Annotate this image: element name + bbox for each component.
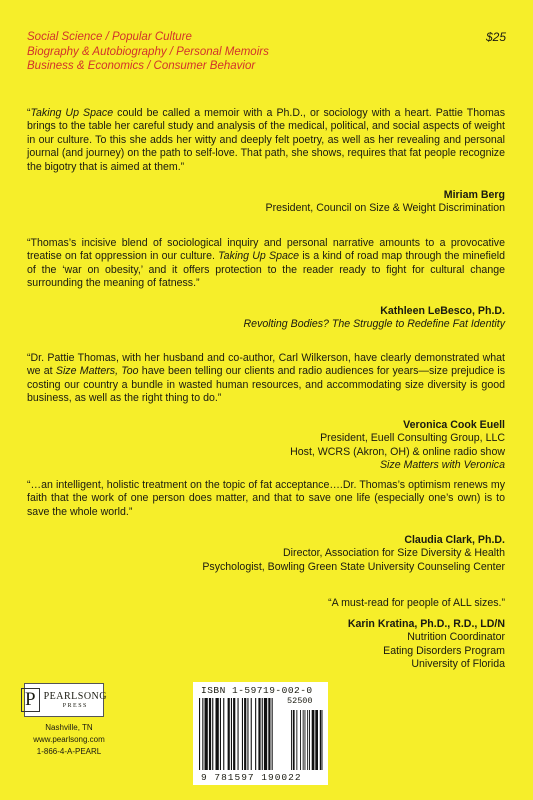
barcode-addon-bar [312, 710, 315, 770]
barcode-bar [212, 698, 213, 770]
reviewer-title: Eating Disorders Program [383, 644, 505, 657]
reviewer-title: President, Council on Size & Weight Discrimination [265, 202, 505, 215]
isbn-text: ISBN 1-59719-002-0 [201, 685, 313, 696]
reviewer-name: Veronica Cook Euell [403, 419, 505, 431]
barcode-bar [251, 698, 252, 770]
reviewer-title: Size Matters with Veronica [379, 459, 505, 472]
barcode-bar [244, 698, 246, 770]
reviewer-name: Karin Kratina, Ph.D., R.D., LD/N [347, 618, 505, 630]
reviewer-name: Kathleen LeBesco, Ph.D. [380, 305, 505, 317]
barcode-bar [255, 698, 256, 770]
reviewer-title: President, Euell Consulting Group, LLC [320, 432, 505, 445]
barcode-addon-bar [323, 710, 324, 770]
logo-sub: PRESS [62, 702, 88, 709]
barcode-addon-bar [300, 710, 301, 770]
barcode-addon-bar [320, 710, 322, 770]
review-quote: “Dr. Pattie Thomas, with her husband and co-author, Carl Wilkerson, have clearly demonstrated what we at Size Matters, Too have been telling our clients and radio audiences for years—size prejudice is costing our country a bundle in wasted human resources, and accommodating size diversity is good business, as well as the right thing to do.” [27, 352, 505, 405]
barcode-bar [268, 698, 270, 770]
logo-mark: P [21, 688, 40, 712]
barcode-bar [231, 698, 232, 770]
barcode-bar [202, 698, 203, 770]
review-quote: “…an intelligent, holistic treatment on the topic of fat acceptance….Dr. Thomas’s optimism renews my faith that the work of one person does matter, and that to save one life (especially one’s own) is to save the whole world.” [27, 479, 505, 518]
barcode-bar [205, 698, 208, 770]
barcode-bar [264, 698, 267, 770]
publisher-location: Nashville, TN [45, 723, 93, 732]
reviewer-title: Nutrition Coordinator [407, 631, 505, 644]
barcode-bar [238, 698, 239, 770]
barcode-bar [223, 698, 224, 770]
review-quote: “Taking Up Space could be called a memoir with a Ph.D., or sociology with a heart. Pattie Thomas brings to the table her careful study and analysis of the medical, political, and social aspects of weight in our culture. To this she adds her witty and deeply felt poetry, as well as her revealing and personal journal (and journey) on the path to self-love. That path, she shows, requires that fat people recognize the bigotry that is aimed at them.” [27, 107, 505, 173]
barcode-bars [199, 698, 323, 772]
reviewer-name: Claudia Clark, Ph.D. [404, 534, 505, 546]
barcode-bar [233, 698, 235, 770]
barcode-bar [199, 698, 200, 770]
review-attribution [266, 189, 505, 216]
barcode-addon-bar [293, 710, 295, 770]
reviewer-title: University of Florida [411, 658, 505, 671]
barcode-bar [262, 698, 263, 770]
review-attribution [348, 618, 505, 672]
category-line: Business & Economics / Consumer Behavior [27, 60, 256, 72]
barcode-addon-bar [307, 710, 308, 770]
pearlsong-press-logo [24, 683, 107, 717]
barcode-bar [258, 698, 260, 770]
barcode-addon-bar [296, 710, 297, 770]
barcode-addon-bar [305, 710, 306, 770]
barcode-addon: 52500 [287, 696, 313, 706]
barcode-bar [220, 698, 221, 770]
reviewer-title: Revolting Bodies? The Struggle to Redefine Fat Identity [243, 318, 505, 331]
barcode-bar [247, 698, 248, 770]
logo-name: PEARLSONG [43, 690, 107, 702]
barcode-addon-bar [291, 710, 292, 770]
category-line: Social Science / Popular Culture [27, 31, 192, 43]
reviewer-title: Director, Association for Size Diversity & Health [283, 547, 505, 560]
review-attribution [290, 419, 505, 473]
barcode-bar [228, 698, 230, 770]
publisher-website: www.pearlsong.com [33, 735, 105, 744]
publisher-info [24, 722, 114, 758]
publisher-phone: 1-866-4-A-PEARL [36, 747, 102, 756]
review-attribution [202, 534, 505, 574]
barcode-addon-bar [315, 710, 318, 770]
barcode-bar [272, 698, 273, 770]
price: $25 [485, 30, 506, 44]
category-list [27, 30, 269, 74]
review-quote-short: “A must-read for people of ALL sizes.” [328, 597, 505, 609]
review-attribution [244, 305, 505, 332]
ean-number: 9 781597 190022 [201, 772, 302, 783]
reviewer-name: Miriam Berg [443, 189, 505, 201]
barcode-bar [216, 698, 219, 770]
reviewer-title: Host, WCRS (Akron, OH) & online radio show [290, 445, 505, 458]
barcode-bar [242, 698, 243, 770]
barcode-addon-bar [309, 710, 310, 770]
isbn-barcode [193, 682, 328, 785]
barcode-bar [209, 698, 211, 770]
review-quote: “Thomas’s incisive blend of sociological inquiry and personal narrative amounts to a provocative treatise on fat oppression in our culture. Taking Up Space is a kind of road map through the minefield of the ‘war on obesity,’ and it offers protection to the reader ready to fight for cultural change surrounding the meaning of fatness.” [27, 237, 505, 290]
barcode-addon-bar [303, 710, 304, 770]
category-line: Biography & Autobiography / Personal Memoirs [27, 45, 269, 58]
reviewer-title: Psychologist, Bowling Green State University Counseling Center [202, 560, 505, 573]
